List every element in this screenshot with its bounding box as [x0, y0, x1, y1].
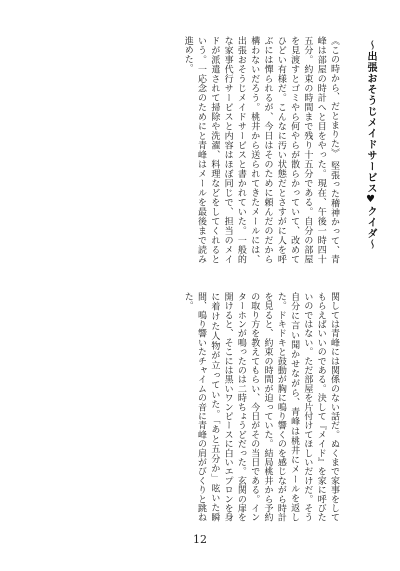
page-number: 12 — [193, 533, 207, 546]
page-title: 〜出張おそうじメイドサービス♥クイダ〜 — [365, 40, 376, 250]
upper-text-block: 《この時から、だとまりた》 堅張った稽神かって、青峰は部屋の時計へと目をやった。現在、午後一時四十五分。約束の時間まで残り十五分である。自分の部屋を見渡すとゴミやら何やらが散らかっていて、改めてひどい有様だ。こんなに汚い状態だとさすがに人を呼ぶには憚られるが、今日はそのために頼んだのだから構わないだろう。桃井から送られてきたメールには、出張おそうじメイドサービスと書かれていた。一般的な家事代行サービスと内容はほぼ同じで、担当のメイドが派遣されて掃除や洗濯、料理などをしてくれるという。一応念のためにと青峰はメールを最後まで読み進めた。 — [182, 36, 339, 264]
lower-text-block: 関しては青峰には関係のない話だ。ぬくまで家事をしてもらえばいいのである。決して『メイド』を家に呼びたいのではない。ただ部屋を片付けてほしいだけだ。そう自分に言い聞かせながら、青峰は桃井にメールを返した。ドキドキと鼓動が胸に鳴り響くのを感じながら時計を見ると、約束の時間が迫っていた。結局桃井から予約の取り方を教えてもらい、今日がその当日である。インターホンが鳴ったのは二時ちょうどだった。玄関の扉を開けると、そこには黒いワンピースに白いエプロンを身に着けた人物が立っていた。「あと五分か」呟いた瞬間、鳴り響いたチャイムの音に青峰の肩がびくりと跳ねた。 — [182, 292, 339, 522]
